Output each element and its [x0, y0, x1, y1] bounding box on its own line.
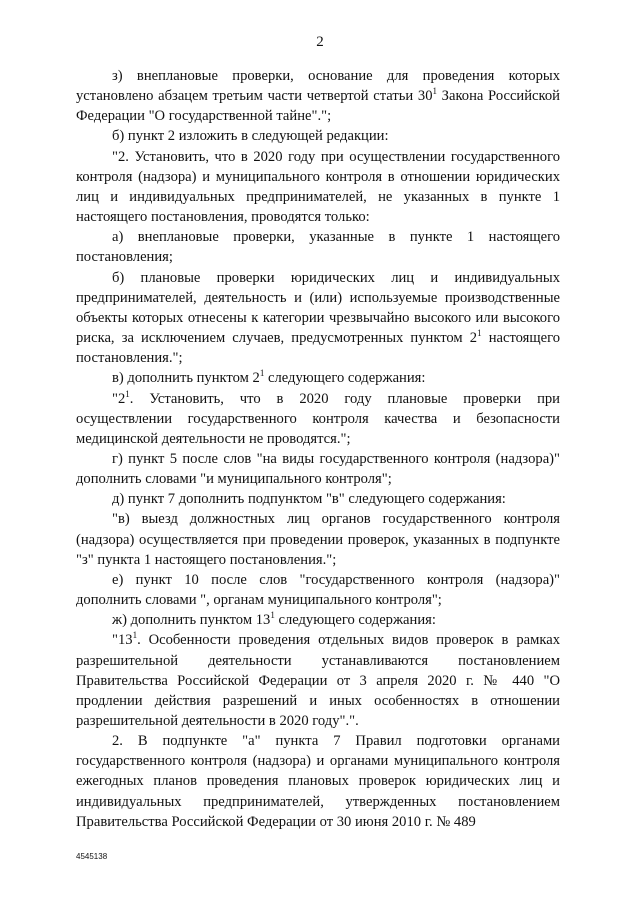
paragraph-item-zh-add-point-13-1 [76, 610, 560, 630]
text-run: з) внеплановые проверки, основание для проведения которых установлено абзацем третьим части четвертой статьи 30 [76, 68, 560, 105]
document-id: 4545138 [76, 852, 108, 861]
paragraph-quote-point-2-1 [76, 389, 560, 449]
text-run: "2 [112, 390, 126, 407]
paragraph-point-2-rules-amendment [76, 731, 560, 832]
paragraph-quote-point-2-a [76, 227, 560, 267]
superscript: 1 [259, 368, 265, 379]
paragraph-quote-point-2 [76, 147, 560, 228]
text-run: . Особенности проведения отдельных видов проверок в рамках разрешительной деятельности устанавливаются постановлением Правительства Российской Федерации от 3 апреля 2020 г. № 440 "О продлении действия разрешений и иных особенностях в отношении разрешительной деятельности в 2020 году".". [76, 632, 560, 729]
paragraph-item-b-point-2-new-edition [76, 126, 560, 146]
paragraph-item-e-point-10 [76, 570, 560, 610]
text-run: б) пункт 2 изложить в следующей редакции: [112, 128, 389, 145]
text-run: ж) дополнить пунктом 13 [112, 612, 271, 629]
superscript: 1 [477, 328, 482, 339]
paragraph-item-g-point-5 [76, 449, 560, 489]
text-run: г) пункт 5 после слов "на виды государственного контроля (надзора)" дополнить словами "и муниципального контроля"; [76, 450, 560, 488]
text-run: следующего содержания: [264, 370, 426, 387]
text-run: д) пункт 7 дополнить подпунктом "в" следующего содержания: [112, 491, 506, 508]
text-run: настоящего постановления."; [76, 330, 561, 367]
text-run: . Установить, что в 2020 году плановые проверки при осуществлении государственного контроля качества и безопасности медицинской деятельности не проводятся."; [76, 390, 560, 447]
paragraph-item-v-add-point-2-1 [76, 368, 560, 388]
paragraph-quote-subpoint-v [76, 509, 560, 569]
text-run: 2. В подпункте "а" пункта 7 Правил подготовки органами государственного контроля (надзора) и органами муниципального контроля ежегодных планов проведения плановых проверок юридических лиц и индивидуальных предпринимателей, утвержденных постановлением Правительства Российской Федерации от 30 июня 2010 г. № 489 [76, 733, 560, 830]
superscript: 1 [132, 630, 138, 641]
paragraph-item-z-unplanned-inspections [76, 66, 560, 126]
paragraph-item-d-point-7 [76, 489, 560, 509]
document-body [76, 66, 560, 832]
text-run: Закона Российской Федерации "О государственной тайне"."; [76, 88, 560, 125]
text-run: б) плановые проверки юридических лиц и индивидуальных предпринимателей, деятельность и (или) используемые производственные объекты которых отнесены к категории чрезвычайно высокого или высокого риска, за исключением случаев, предусмотренных пунктом 2 [76, 269, 560, 347]
paragraph-quote-point-2-b [76, 268, 560, 369]
text-run: в) дополнить пунктом 2 [112, 370, 260, 387]
text-run: "в) выезд должностных лиц органов государственного контроля (надзора) осуществляется при проведении проверок, указанных в подпункте "з" пункта 1 настоящего постановления."; [76, 511, 560, 568]
page-number: 2 [316, 34, 324, 50]
superscript: 1 [270, 610, 275, 621]
superscript: 1 [125, 388, 130, 399]
superscript: 1 [432, 86, 437, 97]
text-run: "2. Установить, что в 2020 году при осуществлении государственного контроля (надзора) и муниципального контроля в отношении юридических лиц и индивидуальных предпринимателей, не указанных в пункте 1 настоящего постановления, проводятся только: [76, 148, 560, 226]
text-run: "13 [112, 632, 133, 649]
text-run: а) внеплановые проверки, указанные в пункте 1 настоящего постановления; [76, 229, 560, 266]
text-run: следующего содержания: [274, 612, 436, 629]
text-run: е) пункт 10 после слов "государственного контроля (надзора)" дополнить словами ", органам муниципального контроля"; [76, 571, 560, 609]
paragraph-quote-point-13-1 [76, 630, 560, 731]
